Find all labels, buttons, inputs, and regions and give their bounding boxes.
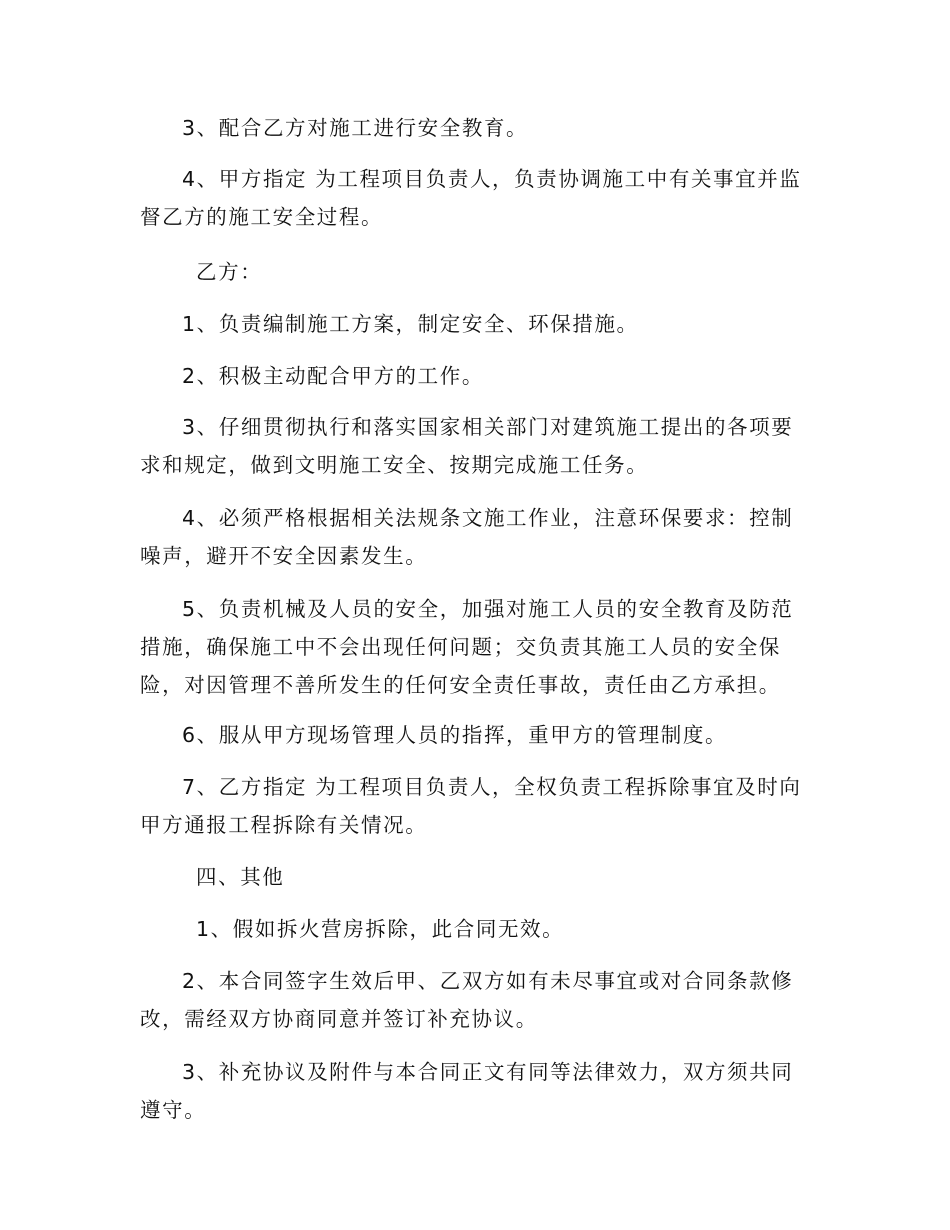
paragraph: 2、本合同签字生效后甲、乙双方如有未尽事宜或对合同条款修改，需经双方协商同意并签订补充协议。 — [140, 969, 794, 1031]
paragraph: 7、乙方指定 为工程项目负责人，全权负责工程拆除事宜及时向甲方通报工程拆除有关情况。 — [140, 775, 802, 837]
section-heading-party-b: 乙方： — [196, 260, 263, 284]
paragraph: 4、甲方指定 为工程项目负责人，负责协调施工中有关事宜并监督乙方的施工安全过程。 — [140, 167, 802, 229]
paragraph: 1、负责编制施工方案，制定安全、环保措施。 — [182, 312, 639, 336]
paragraph: 3、配合乙方对施工进行安全教育。 — [182, 116, 529, 140]
paragraph: 3、仔细贯彻执行和落实国家相关部门对建筑施工提出的各项要求和规定，做到文明施工安全、按期完成施工任务。 — [140, 415, 794, 477]
section-heading-other: 四、其他 — [196, 865, 285, 889]
paragraph: 3、补充协议及附件与本合同正文有同等法律效力，双方须共同遵守。 — [140, 1060, 794, 1122]
paragraph: 5、负责机械及人员的安全，加强对施工人员的安全教育及防范措施，确保施工中不会出现任何问题；交负责其施工人员的安全保险，对因管理不善所发生的任何安全责任事故，责任由乙方承担。 — [140, 597, 794, 697]
paragraph: 1、假如拆火营房拆除，此合同无效。 — [196, 917, 565, 941]
paragraph: 6、服从甲方现场管理人员的指挥，重甲方的管理制度。 — [182, 723, 728, 747]
paragraph: 4、必须严格根据相关法规条文施工作业，注意环保要求：控制噪声，避开不安全因素发生。 — [140, 506, 794, 568]
paragraph: 2、积极主动配合甲方的工作。 — [182, 364, 484, 388]
